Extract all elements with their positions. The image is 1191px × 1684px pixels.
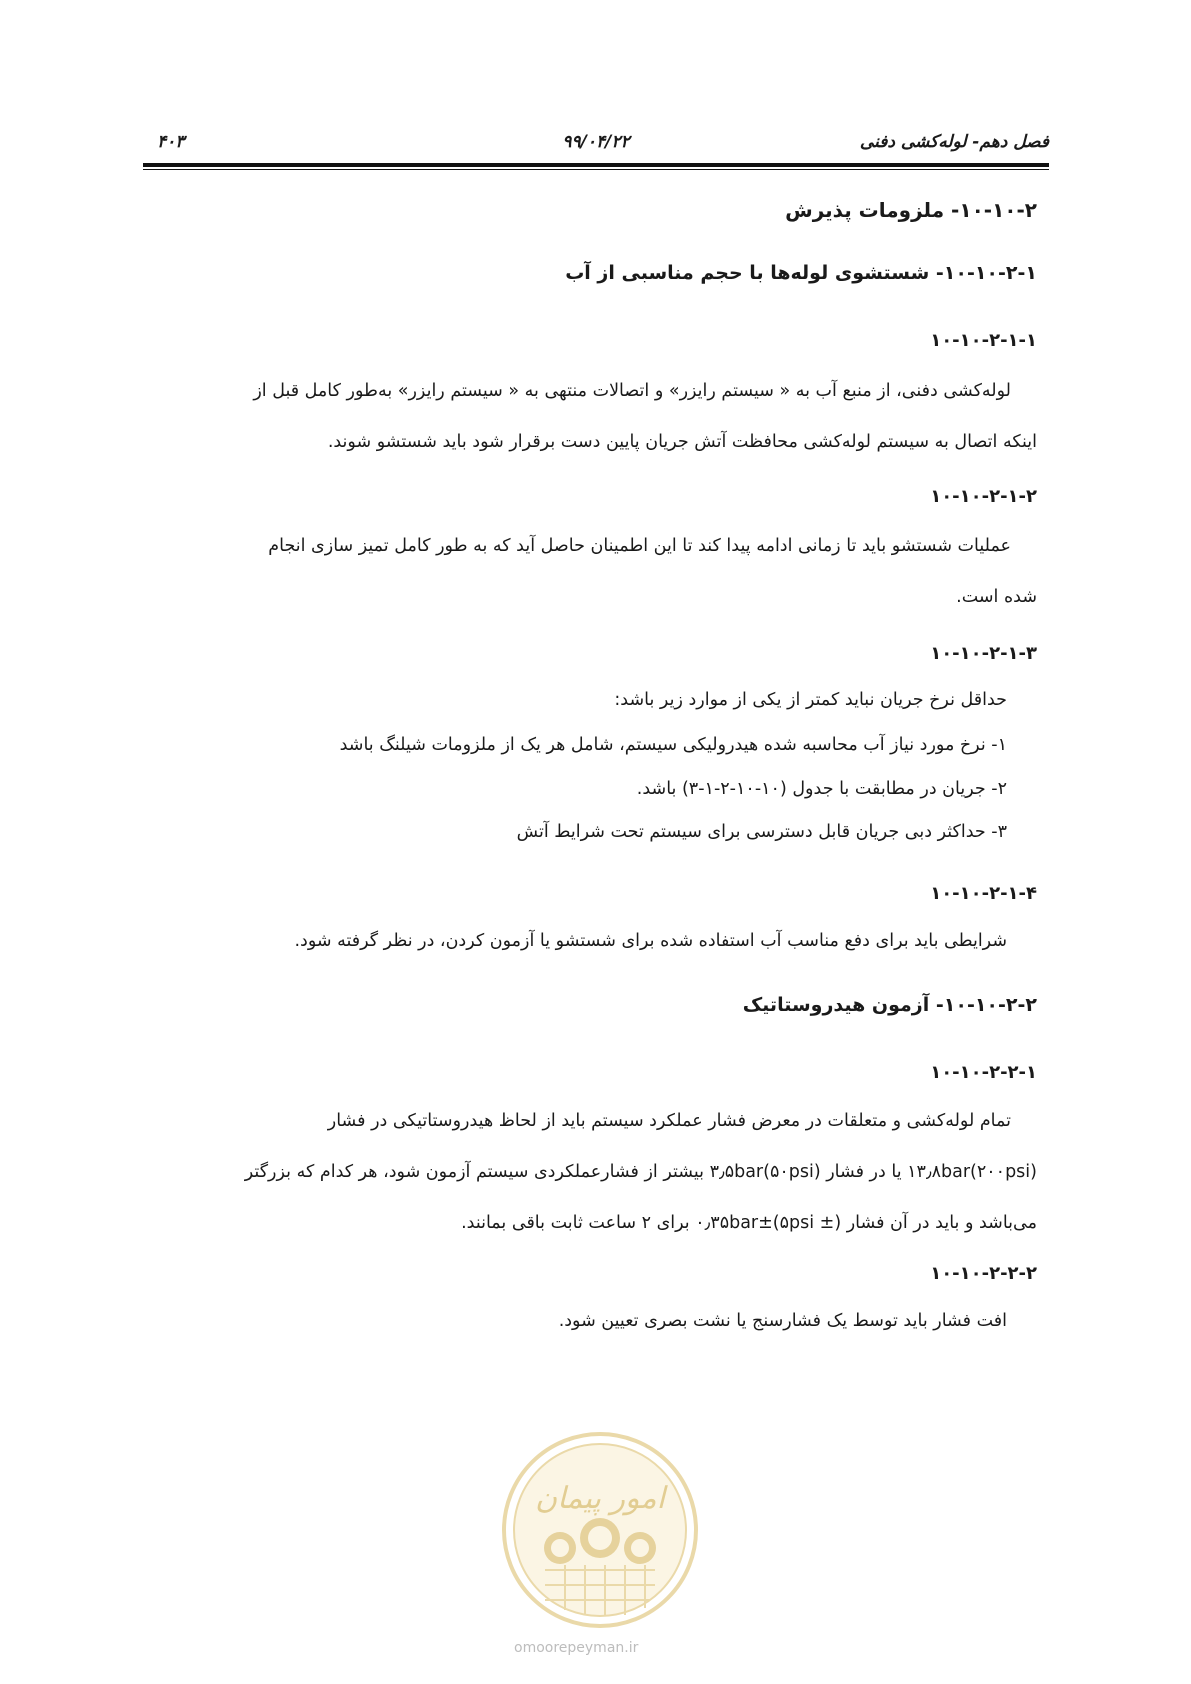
header-date: ۹۹/۰۴/۲۲: [562, 132, 630, 152]
page-header: [143, 126, 1049, 156]
header-rule-thick: [143, 163, 1049, 167]
paragraph-line: لوله‌کشی دفنی، از منبع آب به « سیستم رایزر» و اتصالات منتهی به « سیستم رایزر» به‌طور کامل قبل از: [253, 381, 1011, 401]
paragraph-line: اینکه اتصال به سیستم لوله‌کشی محافظت آتش جریان پایین دست برقرار شود باید شستشو شوند.: [327, 432, 1037, 452]
item-number: ۱۰-۱۰-۲-۲-۱: [930, 1062, 1037, 1083]
subsection-1-title: ۱۰-۱۰-۲-۱- شستشوی لوله‌ها با حجم مناسبی از آب: [565, 262, 1037, 284]
list-intro: حداقل نرخ جریان نباید کمتر از یکی از موارد زیر باشد:: [614, 690, 1007, 710]
paragraph-line: ۱۳٫۸bar(۲۰۰psi) یا در فشار ۳٫۵bar(۵۰psi) بیشتر از فشارعملکردی سیستم آزمون شود، هر کدام که بزرگتر: [244, 1162, 1037, 1182]
item-number: ۱۰-۱۰-۲-۲-۲: [930, 1263, 1037, 1284]
watermark-logo: [500, 1430, 700, 1630]
item-number: ۱۰-۱۰-۲-۱-۴: [930, 883, 1037, 904]
seal-icon: [500, 1430, 700, 1630]
watermark-url: omoorepeyman.ir: [514, 1640, 639, 1656]
header-rule-thin: [143, 169, 1049, 170]
page-number: ۴۰۳: [157, 132, 185, 152]
paragraph-line: شده است.: [956, 587, 1037, 607]
list-item: ۲- جریان در مطابقت با جدول (۱۰-۱۰-۲-۱-۳) باشد.: [636, 779, 1007, 799]
svg-text:امور پیمان: امور پیمان: [535, 1481, 665, 1516]
paragraph-line: می‌باشد و باید در آن فشار ۰٫۳۵bar±(۵psi ±) برای ۲ ساعت ثابت باقی بمانند.: [461, 1213, 1037, 1233]
paragraph-line: تمام لوله‌کشی و متعلقات در معرض فشار عملکرد سیستم باید از لحاظ هیدروستاتیکی در فشار: [327, 1111, 1011, 1131]
item-number: ۱۰-۱۰-۲-۱-۳: [930, 643, 1037, 664]
paragraph-line: عملیات شستشو باید تا زمانی ادامه پیدا کند تا این اطمینان حاصل آید که به طور کامل تمیز سازی انجام: [268, 536, 1011, 556]
item-number: ۱۰-۱۰-۲-۱-۲: [930, 486, 1037, 507]
subsection-2-title: ۱۰-۱۰-۲-۲- آزمون هیدروستاتیک: [742, 994, 1037, 1016]
list-item: ۱- نرخ مورد نیاز آب محاسبه شده هیدرولیکی سیستم، شامل هر یک از ملزومات شیلنگ باشد: [339, 735, 1007, 755]
paragraph: [144, 366, 1037, 468]
paragraph: افت فشار باید توسط یک فشارسنج یا نشت بصری تعیین شود.: [558, 1311, 1007, 1331]
paragraph: [144, 521, 1037, 623]
chapter-title: فصل دهم- لوله‌کشی دفنی: [859, 132, 1049, 152]
list-item: ۳- حداکثر دبی جریان قابل دسترسی برای سیستم تحت شرایط آتش: [516, 822, 1007, 842]
section-title: ۱۰-۱۰-۲- ملزومات پذیرش: [785, 198, 1037, 222]
item-number: ۱۰-۱۰-۲-۱-۱: [930, 330, 1037, 351]
paragraph: [144, 1096, 1037, 1249]
paragraph: شرایطی باید برای دفع مناسب آب استفاده شده برای شستشو یا آزمون کردن، در نظر گرفته شود.: [294, 931, 1007, 951]
